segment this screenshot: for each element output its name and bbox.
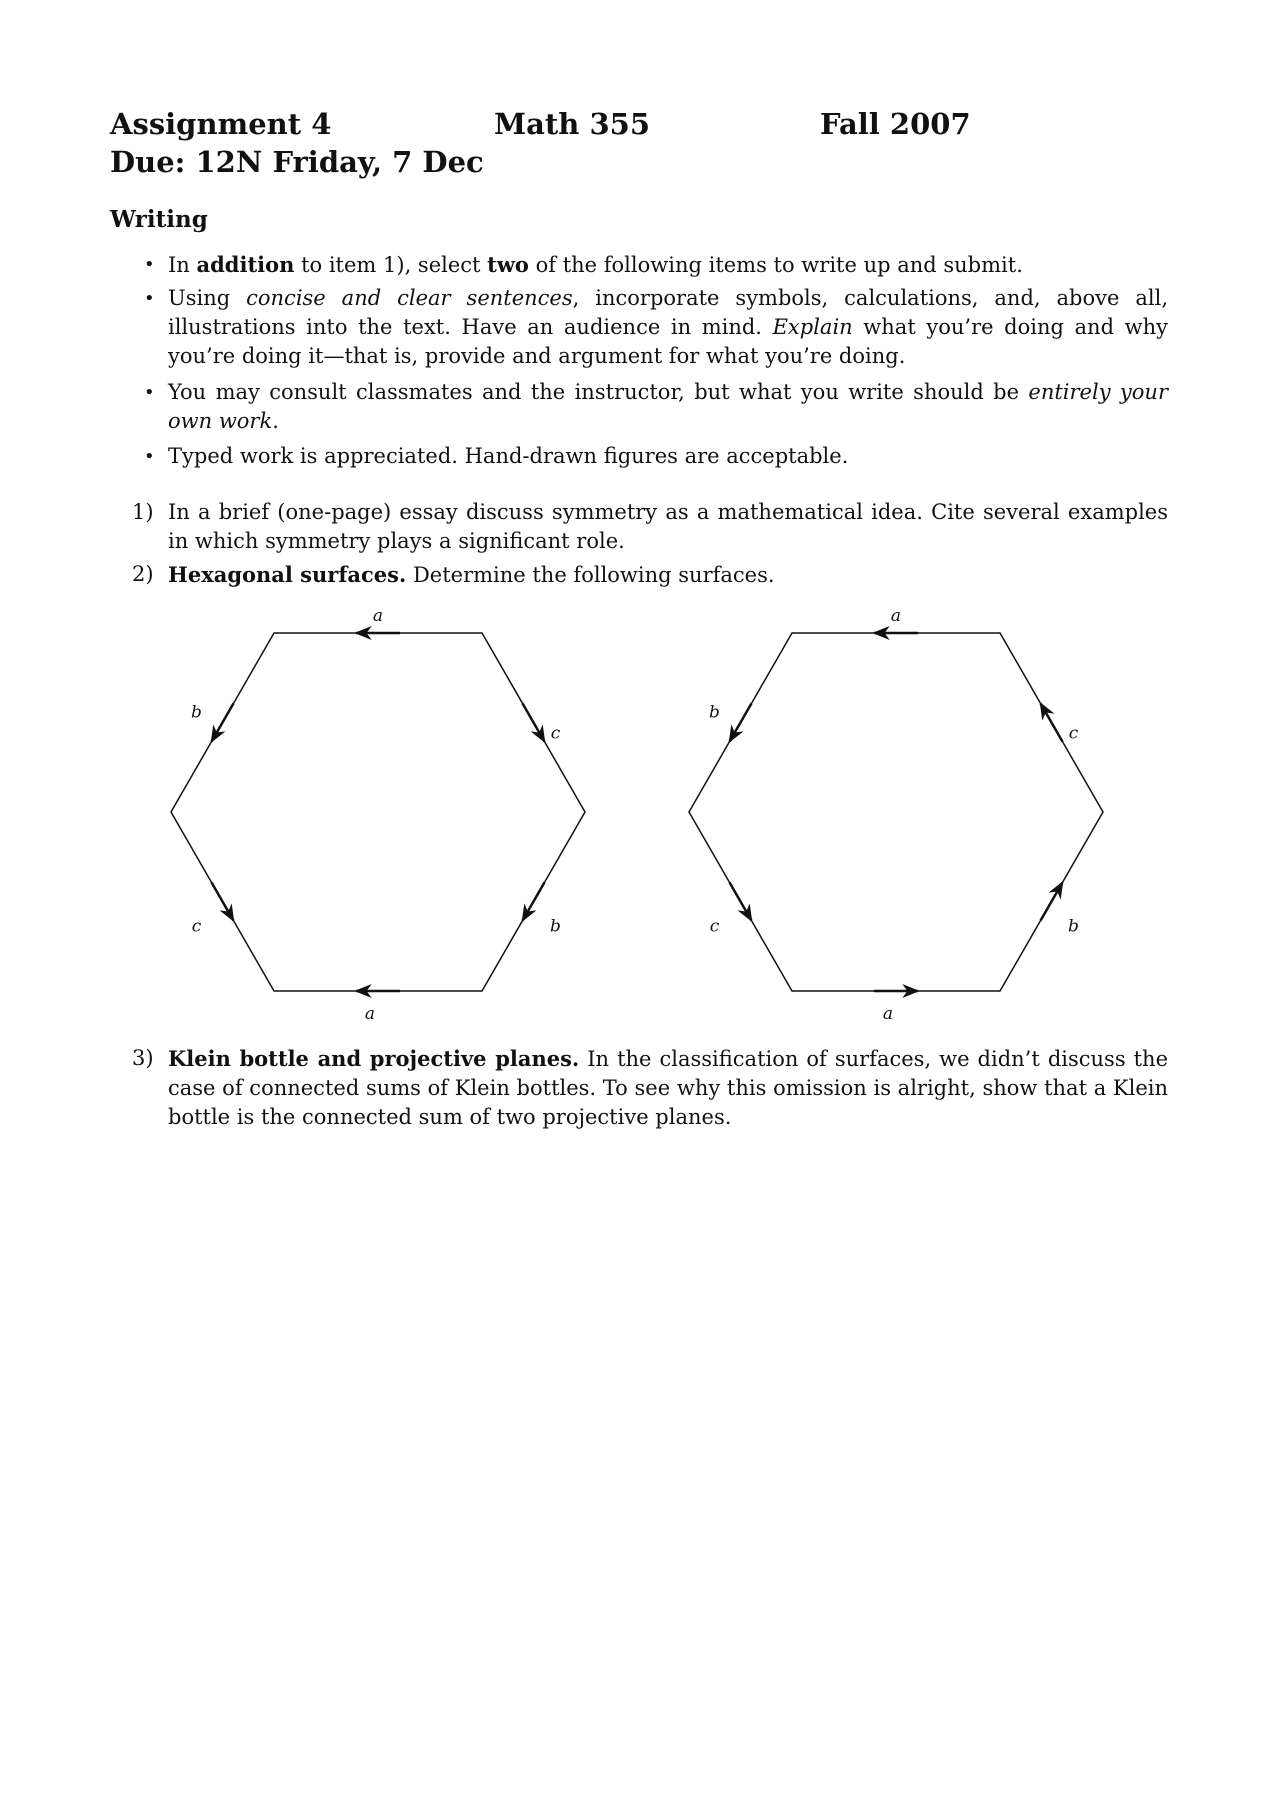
text-run: . bbox=[272, 409, 279, 433]
edge-label-lower-right: b bbox=[1068, 916, 1079, 937]
course-title: Math 355 bbox=[494, 107, 651, 141]
problem-3 bbox=[132, 1044, 1169, 1132]
bold-text: two bbox=[487, 252, 529, 277]
edge-arrow-upper-left bbox=[212, 703, 234, 741]
edge-label-lower-right: b bbox=[550, 916, 561, 937]
edge-label-bottom: a bbox=[882, 1004, 894, 1024]
text-run: In the classification of surfaces, we didn’t discuss the case of connected sums of Klein bottles. To see why this omission is alright, show that a Klein bottle is the connected sum of two projective planes. bbox=[168, 1047, 1169, 1129]
hexagon-outline bbox=[171, 633, 585, 991]
bullet-dot: • bbox=[144, 288, 155, 309]
text-run: You may consult classmates and the instructor, but what you write should be bbox=[168, 380, 1029, 404]
italic-text: concise and clear sentences bbox=[246, 286, 573, 310]
problem-number: 1) bbox=[132, 500, 154, 524]
bullet-dot: • bbox=[144, 446, 155, 467]
text-run: of the following items to write up and submit. bbox=[528, 253, 1023, 277]
text-run: to item 1), select bbox=[294, 253, 488, 277]
edge-label-top: a bbox=[372, 606, 384, 626]
edge-label-bottom: a bbox=[364, 1004, 376, 1024]
edge-label-upper-right: c bbox=[550, 723, 561, 744]
edge-arrow-lower-right bbox=[1041, 882, 1063, 920]
assignment-title: Assignment 4 bbox=[110, 107, 332, 141]
italic-text: entirely your own work bbox=[168, 380, 1168, 433]
text-run: Determine the following surfaces. bbox=[406, 563, 775, 587]
text-run: what you’re doing and why you’re doing it—that is, provide and argument for what you’re doing. bbox=[168, 315, 1168, 368]
problem-number: 2) bbox=[132, 562, 154, 586]
bullet-dot: • bbox=[144, 254, 155, 275]
bullet-dot: • bbox=[144, 382, 155, 403]
text-run: In a brief (one-page) essay discuss symmetry as a mathematical idea. Cite several examples in which symmetry plays a significant role. bbox=[168, 500, 1168, 553]
problem-number: 3) bbox=[132, 1046, 154, 1070]
edge-label-top: a bbox=[890, 606, 902, 626]
due-date: Due: 12N Friday, 7 Dec bbox=[110, 145, 484, 179]
edge-arrow-lower-right bbox=[523, 882, 545, 920]
text-run: In bbox=[168, 253, 197, 277]
edge-label-lower-left: c bbox=[709, 916, 720, 937]
edge-label-upper-right: c bbox=[1068, 723, 1079, 744]
edge-arrow-upper-right bbox=[523, 703, 545, 741]
bold-text: Klein bottle and projective planes. bbox=[168, 1046, 580, 1071]
text-run: , incorporate symbols, calculations, and, above all, illustrations into the text. Have an audience in mind. bbox=[168, 286, 1169, 339]
edge-label-lower-left: c bbox=[191, 916, 202, 937]
edge-arrow-lower-left bbox=[212, 882, 234, 920]
term: Fall 2007 bbox=[820, 107, 971, 141]
edge-arrow-lower-left bbox=[730, 882, 752, 920]
text-run: Using bbox=[168, 286, 247, 310]
edge-arrow-upper-right bbox=[1041, 703, 1063, 741]
hexagon-left bbox=[171, 606, 585, 1024]
writing-heading: Writing bbox=[110, 206, 208, 233]
italic-text: Explain bbox=[772, 315, 853, 339]
edge-label-upper-left: b bbox=[191, 702, 202, 723]
edge-arrow-upper-left bbox=[730, 703, 752, 741]
text-run: Typed work is appreciated. Hand-drawn figures are acceptable. bbox=[168, 444, 849, 468]
bold-text: Hexagonal surfaces. bbox=[168, 562, 407, 587]
hexagon-outline bbox=[689, 633, 1103, 991]
hexagon-right bbox=[689, 606, 1103, 1024]
bold-text: addition bbox=[196, 252, 295, 277]
edge-label-upper-left: b bbox=[709, 702, 720, 723]
problem-text bbox=[168, 1044, 1168, 1132]
